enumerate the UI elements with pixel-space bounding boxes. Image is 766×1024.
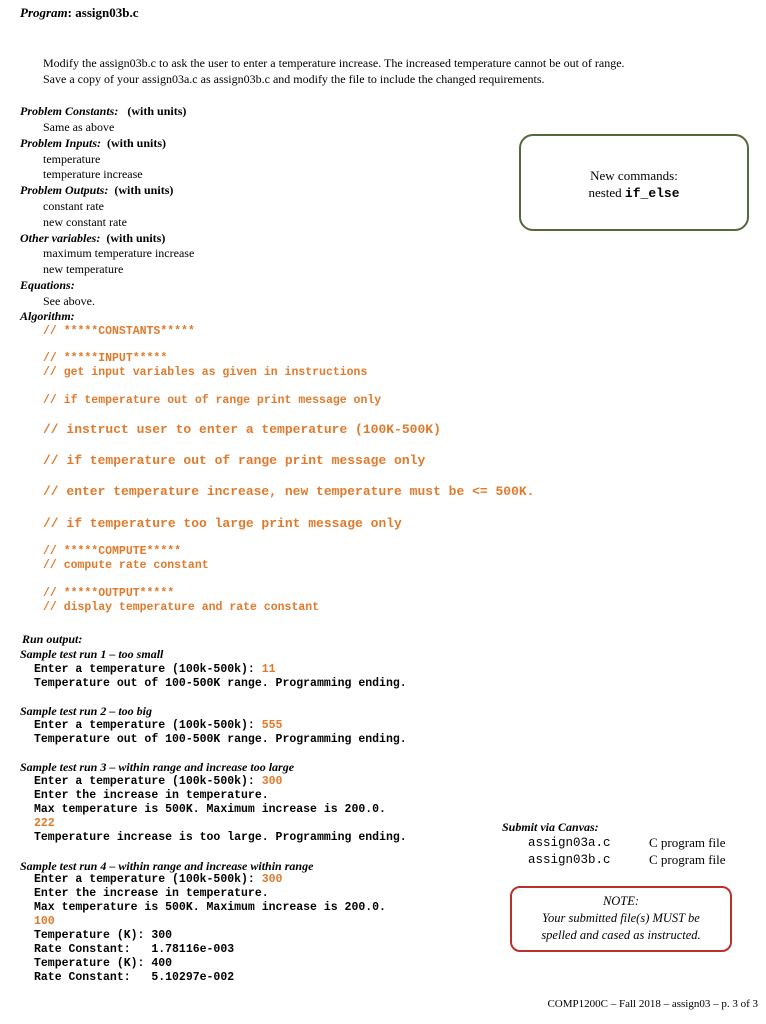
run-line: Enter a temperature (100k-500k): 300 bbox=[34, 775, 283, 788]
inputs-heading: Problem Inputs: (with units) bbox=[20, 136, 167, 150]
inputs-suffix: (with units) bbox=[107, 136, 167, 150]
run-title: Sample test run 4 – within range and increase within range bbox=[20, 859, 314, 873]
outputs-item: constant rate bbox=[43, 199, 104, 213]
other-suffix: (with units) bbox=[106, 231, 166, 245]
constants-heading: Problem Constants: (with units) bbox=[20, 104, 187, 118]
program-label: Program bbox=[20, 5, 68, 20]
run-line: Enter a temperature (100k-500k): 300 bbox=[34, 873, 283, 886]
algorithm-line: // *****INPUT***** bbox=[43, 352, 168, 365]
run-line: Enter the increase in temperature. bbox=[34, 887, 269, 900]
other-item: maximum temperature increase bbox=[43, 246, 195, 260]
algorithm-line: // enter temperature increase, new temperature must be <= 500K. bbox=[43, 484, 535, 499]
run-line: Enter the increase in temperature. bbox=[34, 789, 269, 802]
user-input: 222 bbox=[34, 817, 55, 830]
run-line: Rate Constant: 1.78116e-003 bbox=[34, 943, 235, 956]
constants-item: Same as above bbox=[43, 120, 115, 134]
algorithm-label: Algorithm: bbox=[20, 309, 75, 323]
user-input: 100 bbox=[34, 915, 55, 928]
other-heading bbox=[20, 231, 165, 246]
run-line: Temperature (K): 300 bbox=[34, 929, 173, 942]
run-line: Temperature out of 100-500K range. Programming ending. bbox=[34, 733, 407, 746]
run-line: Max temperature is 500K. Maximum increase is 200.0. bbox=[34, 901, 386, 914]
inputs-label: Problem Inputs bbox=[20, 136, 98, 150]
user-input: 300 bbox=[261, 873, 283, 886]
algorithm-line: // if temperature out of range print message only bbox=[43, 453, 426, 468]
outputs-suffix: (with units) bbox=[114, 183, 174, 197]
user-input: 11 bbox=[261, 663, 276, 676]
new-commands-code: if_else bbox=[624, 186, 680, 201]
user-input: 300 bbox=[261, 775, 283, 788]
algorithm-line: // if temperature too large print message only bbox=[43, 516, 402, 531]
outputs-label: Problem Outputs: bbox=[20, 183, 109, 197]
submit-file-desc: C program file bbox=[649, 835, 726, 850]
run-line: Temperature out of 100-500K range. Programming ending. bbox=[34, 677, 407, 690]
submit-label: Submit via Canvas: bbox=[502, 820, 599, 834]
outputs-item: new constant rate bbox=[43, 215, 127, 229]
run-line: Enter a temperature (100k-500k): 11 bbox=[34, 663, 276, 676]
outputs-heading bbox=[20, 183, 173, 198]
algorithm-line: // get input variables as given in instructions bbox=[43, 366, 368, 379]
program-name: assign03b.c bbox=[75, 5, 139, 20]
other-label: Other variables: bbox=[20, 231, 101, 245]
program-heading: Program: assign03b.c bbox=[20, 5, 139, 20]
note-line-2: spelled and cased as instructed. bbox=[541, 928, 701, 942]
run-title: Sample test run 2 – too big bbox=[20, 704, 153, 718]
run-line: Temperature increase is too large. Programming ending. bbox=[34, 831, 407, 844]
intro-line-1: Modify the assign03b.c to ask the user to enter a temperature increase. The increased temperature cannot be out of range. bbox=[43, 56, 625, 70]
intro-line-2: Save a copy of your assign03a.c as assign03b.c and modify the file to include the changed requirements. bbox=[43, 72, 545, 86]
equations-item: See above. bbox=[43, 294, 95, 308]
new-commands-prefix: nested bbox=[588, 185, 625, 200]
user-input: 555 bbox=[261, 719, 283, 732]
equations-label: Equations: bbox=[20, 278, 75, 292]
inputs-item: temperature bbox=[43, 152, 101, 166]
inputs-item: temperature increase bbox=[43, 167, 143, 181]
note-line-1: Your submitted file(s) MUST be bbox=[542, 911, 700, 925]
algorithm-line: // if temperature out of range print message only bbox=[43, 394, 382, 407]
constants-label: Problem Constants bbox=[20, 104, 115, 118]
new-commands-title: New commands: bbox=[590, 168, 678, 183]
algorithm-line: // instruct user to enter a temperature (100K-500K) bbox=[43, 422, 441, 437]
algorithm-line: // compute rate constant bbox=[43, 559, 209, 572]
run-line: Temperature (K): 400 bbox=[34, 957, 173, 970]
constants-suffix: (with units) bbox=[127, 104, 187, 118]
submit-file-name: assign03b.c bbox=[528, 853, 611, 867]
note-title: NOTE: bbox=[602, 894, 640, 908]
new-commands-box bbox=[519, 134, 749, 231]
run-title: Sample test run 3 – within range and increase too large bbox=[20, 760, 295, 774]
run-title: Sample test run 1 – too small bbox=[20, 647, 164, 661]
other-item: new temperature bbox=[43, 262, 124, 276]
submit-file-name: assign03a.c bbox=[528, 836, 611, 850]
algorithm-line: // *****OUTPUT***** bbox=[43, 587, 175, 600]
note-box bbox=[510, 886, 732, 952]
algorithm-line: // display temperature and rate constant bbox=[43, 601, 320, 614]
submit-file-desc: C program file bbox=[649, 852, 726, 867]
run-line: Rate Constant: 5.10297e-002 bbox=[34, 971, 235, 984]
algorithm-line: // *****COMPUTE***** bbox=[43, 545, 182, 558]
new-commands-detail bbox=[521, 185, 747, 201]
run-line: Max temperature is 500K. Maximum increase is 200.0. bbox=[34, 803, 386, 816]
run-line: Enter a temperature (100k-500k): 555 bbox=[34, 719, 283, 732]
page-footer: COMP1200C – Fall 2018 – assign03 – p. 3 of 3 bbox=[547, 998, 758, 1010]
run-output-label: Run output: bbox=[22, 632, 83, 646]
algorithm-line: // *****CONSTANTS***** bbox=[43, 325, 195, 338]
